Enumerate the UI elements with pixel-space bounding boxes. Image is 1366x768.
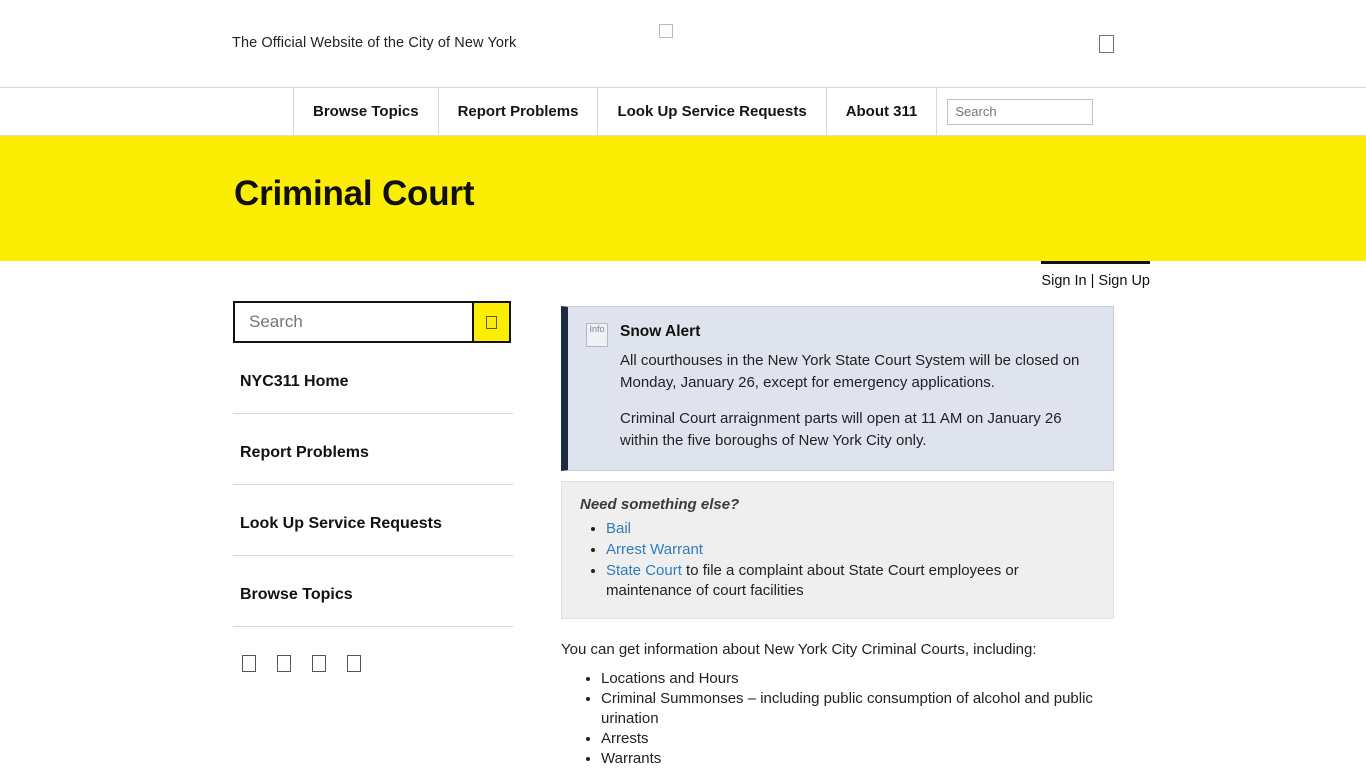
alert-title: Snow Alert: [620, 323, 701, 340]
sidebar-item-report-problems[interactable]: Report Problems: [233, 414, 513, 485]
list-item: • Locations and Hours: [601, 669, 1114, 689]
sidebar: [233, 301, 513, 672]
nav-search-container: [937, 88, 1093, 135]
rss-icon[interactable]: [347, 655, 361, 672]
need-something-else-list: [580, 519, 1095, 601]
twitter-icon[interactable]: [277, 655, 291, 672]
snow-alert-banner: [561, 306, 1114, 471]
alert-body: [620, 323, 1095, 452]
sidebar-item-look-up-service-requests[interactable]: Look Up Service Requests: [233, 485, 513, 556]
list-item: • Arrests: [601, 729, 1114, 749]
sign-up-link[interactable]: Sign Up: [1098, 273, 1150, 289]
account-separator: |: [1086, 273, 1099, 289]
topics-list: [561, 669, 1114, 768]
social-links: [233, 627, 513, 672]
nav-item-browse-topics[interactable]: Browse Topics: [294, 88, 439, 135]
alert-paragraph-1: All courthouses in the New York State Court System will be closed on Monday, January 26, except for emergency applications.: [620, 352, 1080, 391]
link-state-court[interactable]: State Court: [606, 562, 682, 579]
intro-paragraph: You can get information about New York City Criminal Courts, including:: [561, 641, 1037, 658]
list-item: [606, 561, 1095, 601]
search-input[interactable]: [235, 303, 472, 341]
main-column: [561, 306, 1114, 768]
sidebar-search: [233, 301, 511, 343]
list-item: • Criminal Summonses – including public consumption of alcohol and public urination: [601, 689, 1114, 729]
page-title: Criminal Court: [234, 174, 475, 213]
sign-in-link[interactable]: Sign In: [1041, 273, 1087, 289]
page-banner: [0, 136, 1366, 261]
sidebar-item-browse-topics[interactable]: Browse Topics: [233, 556, 513, 627]
alert-paragraph-2: Criminal Court arraignment parts will open at 11 AM on January 26 within the five boroughs of New York City only.: [620, 410, 1062, 449]
official-site-tagline: The Official Website of the City of New York: [232, 35, 517, 51]
search-icon: [486, 316, 497, 329]
nav-item-report-problems[interactable]: Report Problems: [439, 88, 599, 135]
account-strip: [0, 261, 1366, 299]
nav-item-look-up-service-requests[interactable]: Look Up Service Requests: [598, 88, 826, 135]
youtube-icon[interactable]: [312, 655, 326, 672]
search-button[interactable]: [472, 303, 509, 341]
info-icon: Info: [586, 323, 608, 347]
list-item: [606, 540, 1095, 560]
link-arrest-warrant[interactable]: Arrest Warrant: [606, 541, 703, 558]
list-item: • Warrants: [601, 749, 1114, 768]
sidebar-item-nyc311-home[interactable]: NYC311 Home: [233, 343, 513, 414]
nav-item-about-311[interactable]: About 311: [827, 88, 938, 135]
link-bail[interactable]: Bail: [606, 520, 632, 537]
sign-in-sign-up-group: [1041, 261, 1150, 289]
nav-left-spacer: [232, 88, 294, 135]
need-something-else-box: [561, 481, 1114, 619]
nyc-logo-image[interactable]: [659, 24, 673, 38]
nav-search-input[interactable]: [947, 99, 1093, 125]
need-something-else-title: Need something else?: [580, 496, 740, 513]
list-item: [606, 519, 1095, 539]
state-court-description: to file a complaint about State Court employees or maintenance of court facilities: [606, 562, 1019, 599]
primary-navigation: [0, 88, 1366, 136]
site-topbar: [0, 0, 1366, 88]
facebook-icon[interactable]: [242, 655, 256, 672]
menu-icon[interactable]: [1099, 35, 1114, 53]
